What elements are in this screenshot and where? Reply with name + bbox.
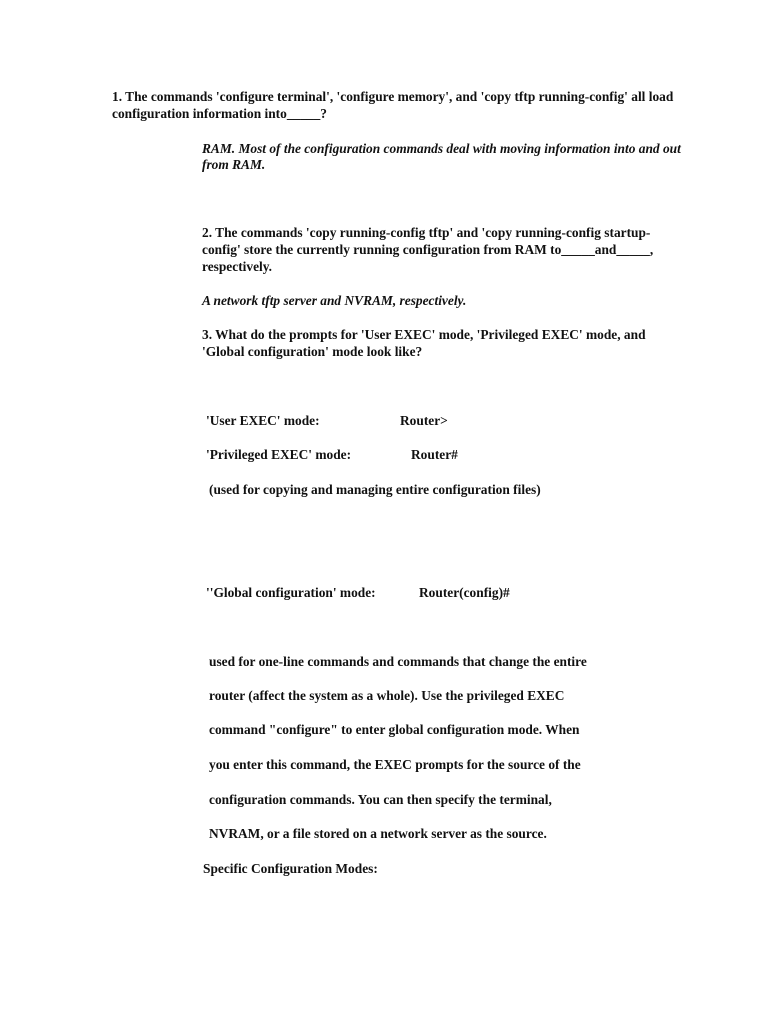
global-desc-line-6: NVRAM, or a file stored on a network server as the source. — [209, 826, 547, 841]
privileged-exec-note: (used for copying and managing entire configuration files) — [209, 482, 541, 497]
global-config-prompt: Router(config)# — [419, 585, 510, 600]
answer-2: A network tftp server and NVRAM, respectively. — [202, 293, 467, 308]
question-3-line-2: 'Global configuration' mode look like? — [202, 344, 423, 359]
user-exec-prompt: Router> — [400, 413, 448, 428]
global-desc-line-5: configuration commands. You can then specify the terminal, — [209, 792, 552, 807]
global-desc-line-3: command "configure" to enter global configuration mode. When — [209, 722, 580, 737]
privileged-exec-prompt: Router# — [411, 447, 458, 462]
global-desc-line-2: router (affect the system as a whole). Use the privileged EXEC — [209, 688, 565, 703]
question-2-line-1: 2. The commands 'copy running-config tftp' and 'copy running-config startup- — [202, 225, 651, 240]
question-2-line-3: respectively. — [202, 259, 273, 274]
specific-modes-heading: Specific Configuration Modes: — [203, 861, 378, 876]
global-config-label: ''Global configuration' mode: — [206, 585, 376, 600]
answer-1-line-1: RAM. Most of the configuration commands deal with moving information into and out — [202, 141, 681, 156]
privileged-exec-label: 'Privileged EXEC' mode: — [206, 447, 352, 462]
question-1-line-2: configuration information into_____? — [112, 106, 327, 121]
question-1-line-1: 1. The commands 'configure terminal', 'configure memory', and 'copy tftp running-config' all load — [112, 89, 674, 104]
question-2-line-2: config' store the currently running configuration from RAM to_____and_____, — [202, 242, 654, 257]
question-3-line-1: 3. What do the prompts for 'User EXEC' mode, 'Privileged EXEC' mode, and — [202, 327, 646, 342]
global-desc-line-4: you enter this command, the EXEC prompts for the source of the — [209, 757, 581, 772]
user-exec-label: 'User EXEC' mode: — [206, 413, 320, 428]
answer-1-line-2: from RAM. — [202, 157, 266, 172]
global-desc-line-1: used for one-line commands and commands that change the entire — [209, 654, 587, 669]
